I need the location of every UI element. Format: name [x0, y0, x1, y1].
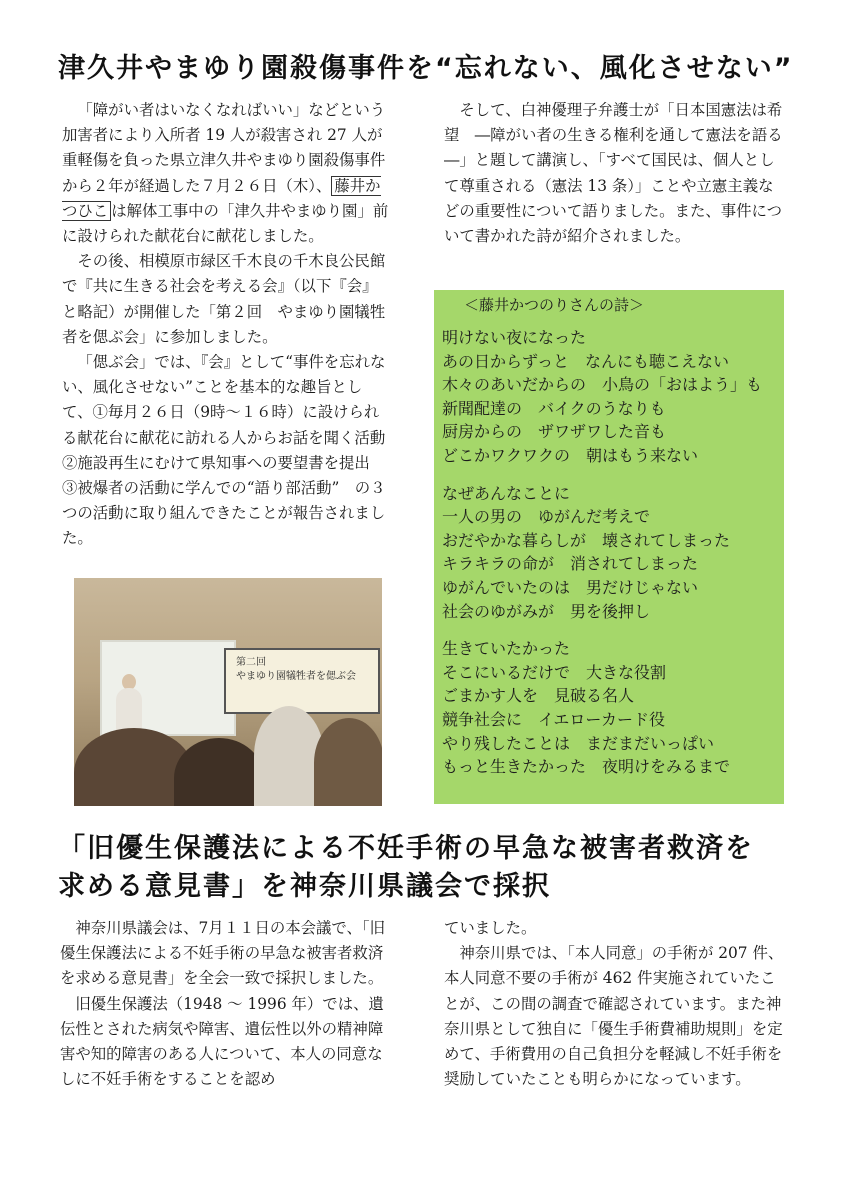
poem-box: [434, 290, 784, 804]
poem-stanza-2: [442, 482, 782, 624]
boxed-name: 藤井かつひこ: [62, 176, 381, 220]
article2-headline-line-1: 「旧優生保護法による不妊手術の早急な被害者救済を: [58, 833, 754, 864]
article2-column-right: [444, 916, 784, 1092]
poem-line: 木々のあいだからの 小鳥の「おはよう」も: [442, 375, 763, 395]
poem-body: [442, 326, 782, 793]
poem-line: 明けない夜になった: [442, 328, 587, 347]
poem-line: 社会のゆがみが 男を後押し: [442, 601, 651, 621]
banner-text-2: やまゆり園犠牲者を偲ぶ会: [236, 671, 356, 682]
paragraph-text: 「障がい者はいなくなればいい」などという加害者により入所者 19 人が殺害され 27 人が重軽傷を負った県立津久井やまゆり園殺傷事件から２年が経過した７月２６日（木）、: [62, 101, 386, 195]
poem-line: ゆがんでいたのは 男だけじゃない: [442, 577, 699, 597]
poem-line: そこにいるだけで 大きな役割: [442, 662, 667, 682]
article1-paragraph-4: そして、白神優理子弁護士が「日本国憲法は希望 ―障がい者の生きる権利を通して憲法を語る―」と題して講演し、「すべて国民は、個人として尊重される（憲法 13 条）」ことや立憲主義などの重要性について語りました。また、事件について書かれた詩が紹介されました。: [444, 101, 783, 246]
audience-member: [314, 718, 382, 806]
article1-paragraph-2: その後、相模原市緑区千木良の千木良公民館で『共に生きる社会を考える会』（以下『会』と略記）が開催した「第２回 やまゆり園犠牲者を偲ぶ会」に参加しました。: [62, 252, 386, 346]
poem-line: 競争社会に イエローカード役: [442, 709, 666, 729]
poem-stanza-1: [442, 326, 782, 468]
poem-line: 厨房からの ザワザワした音も: [442, 422, 667, 442]
poem-line: ごまかす人を 見破る名人: [442, 686, 635, 706]
poem-line: もっと生きたかった 夜明けをみるまで: [442, 757, 731, 777]
article1-column-left: [62, 98, 401, 552]
event-banner: [224, 648, 380, 714]
poem-line: なぜあんなことに: [442, 483, 571, 503]
poem-line: 一人の男の ゆがんだ考えで: [442, 507, 651, 527]
poem-line: キラキラの命が 消されてしまった: [442, 554, 699, 574]
banner-text-1: 第二回: [236, 657, 266, 668]
article2-paragraph-2-continued: ていました。: [444, 919, 537, 937]
article2-paragraph-2: 旧優生保護法（1948 ～ 1996 年）では、遺伝性とされた病気や障害、遺伝性以外の精神障害や知的障害のある人について、本人の同意なしに不妊手術をすることを認め: [60, 994, 384, 1089]
article2-headline-line-2: 求める意見書」を神奈川県議会で採択: [58, 871, 551, 902]
poem-line: おだやかな暮らしが 壊されてしまった: [442, 530, 731, 550]
paragraph-text: は解体工事中の「津久井やまゆり園」前に設けられた献花台に献花しました。: [62, 201, 389, 246]
article2-paragraph-3: 神奈川県では、「本人同意」の手術が 207 件、本人同意不要の手術が 462 件実施されていたことが、この間の調査で確認されています。また神奈川県として独自に「優生手術費補助規則」を定めて、手術費用の自己負担分を軽減し不妊手術を奨励していたことも明らかになっています。: [444, 944, 784, 1089]
poem-line: あの日からずっと なんにも聴こえない: [442, 351, 730, 371]
article1-headline: 津久井やまゆり園殺傷事件を“忘れない、風化させない”: [58, 53, 794, 84]
poem-line: 生きていたかった: [442, 639, 571, 659]
poem-line: どこかワクワクの 朝はもう来ない: [442, 445, 699, 465]
article1-paragraph-1: [62, 98, 392, 249]
article2-paragraph-1: 神奈川県議会は、7月１１日の本会議で、「旧優生保護法による不妊手術の早急な被害者救済を求める意見書」を全会一致で採択しました。: [60, 919, 385, 988]
poem-stanza-3: [442, 637, 782, 779]
audience-member: [174, 738, 264, 806]
article1-column-right: [444, 98, 784, 249]
poem-line: 新聞配達の バイクのうなりも: [442, 398, 666, 418]
poem-title: ＜藤井かつのりさんの詩＞: [464, 296, 645, 314]
article2-column-left: [60, 916, 396, 1092]
event-photo: [74, 578, 382, 806]
poem-line: やり残したことは まだまだいっぱい: [442, 733, 715, 753]
article1-paragraph-3: 「偲ぶ会」では、『会』として“事件を忘れない、風化させない”ことを基本的な趣旨として、①毎月２６日（9時～１６時）に設けられる献花台に献花に訪れる人からお話を聞く活動 ②施設再生にむけて県知事への要望書を提出 ③被爆者の活動に学んでの“語り部活動” の３つの活動に取り組んできたことが報告されました。: [62, 353, 401, 548]
